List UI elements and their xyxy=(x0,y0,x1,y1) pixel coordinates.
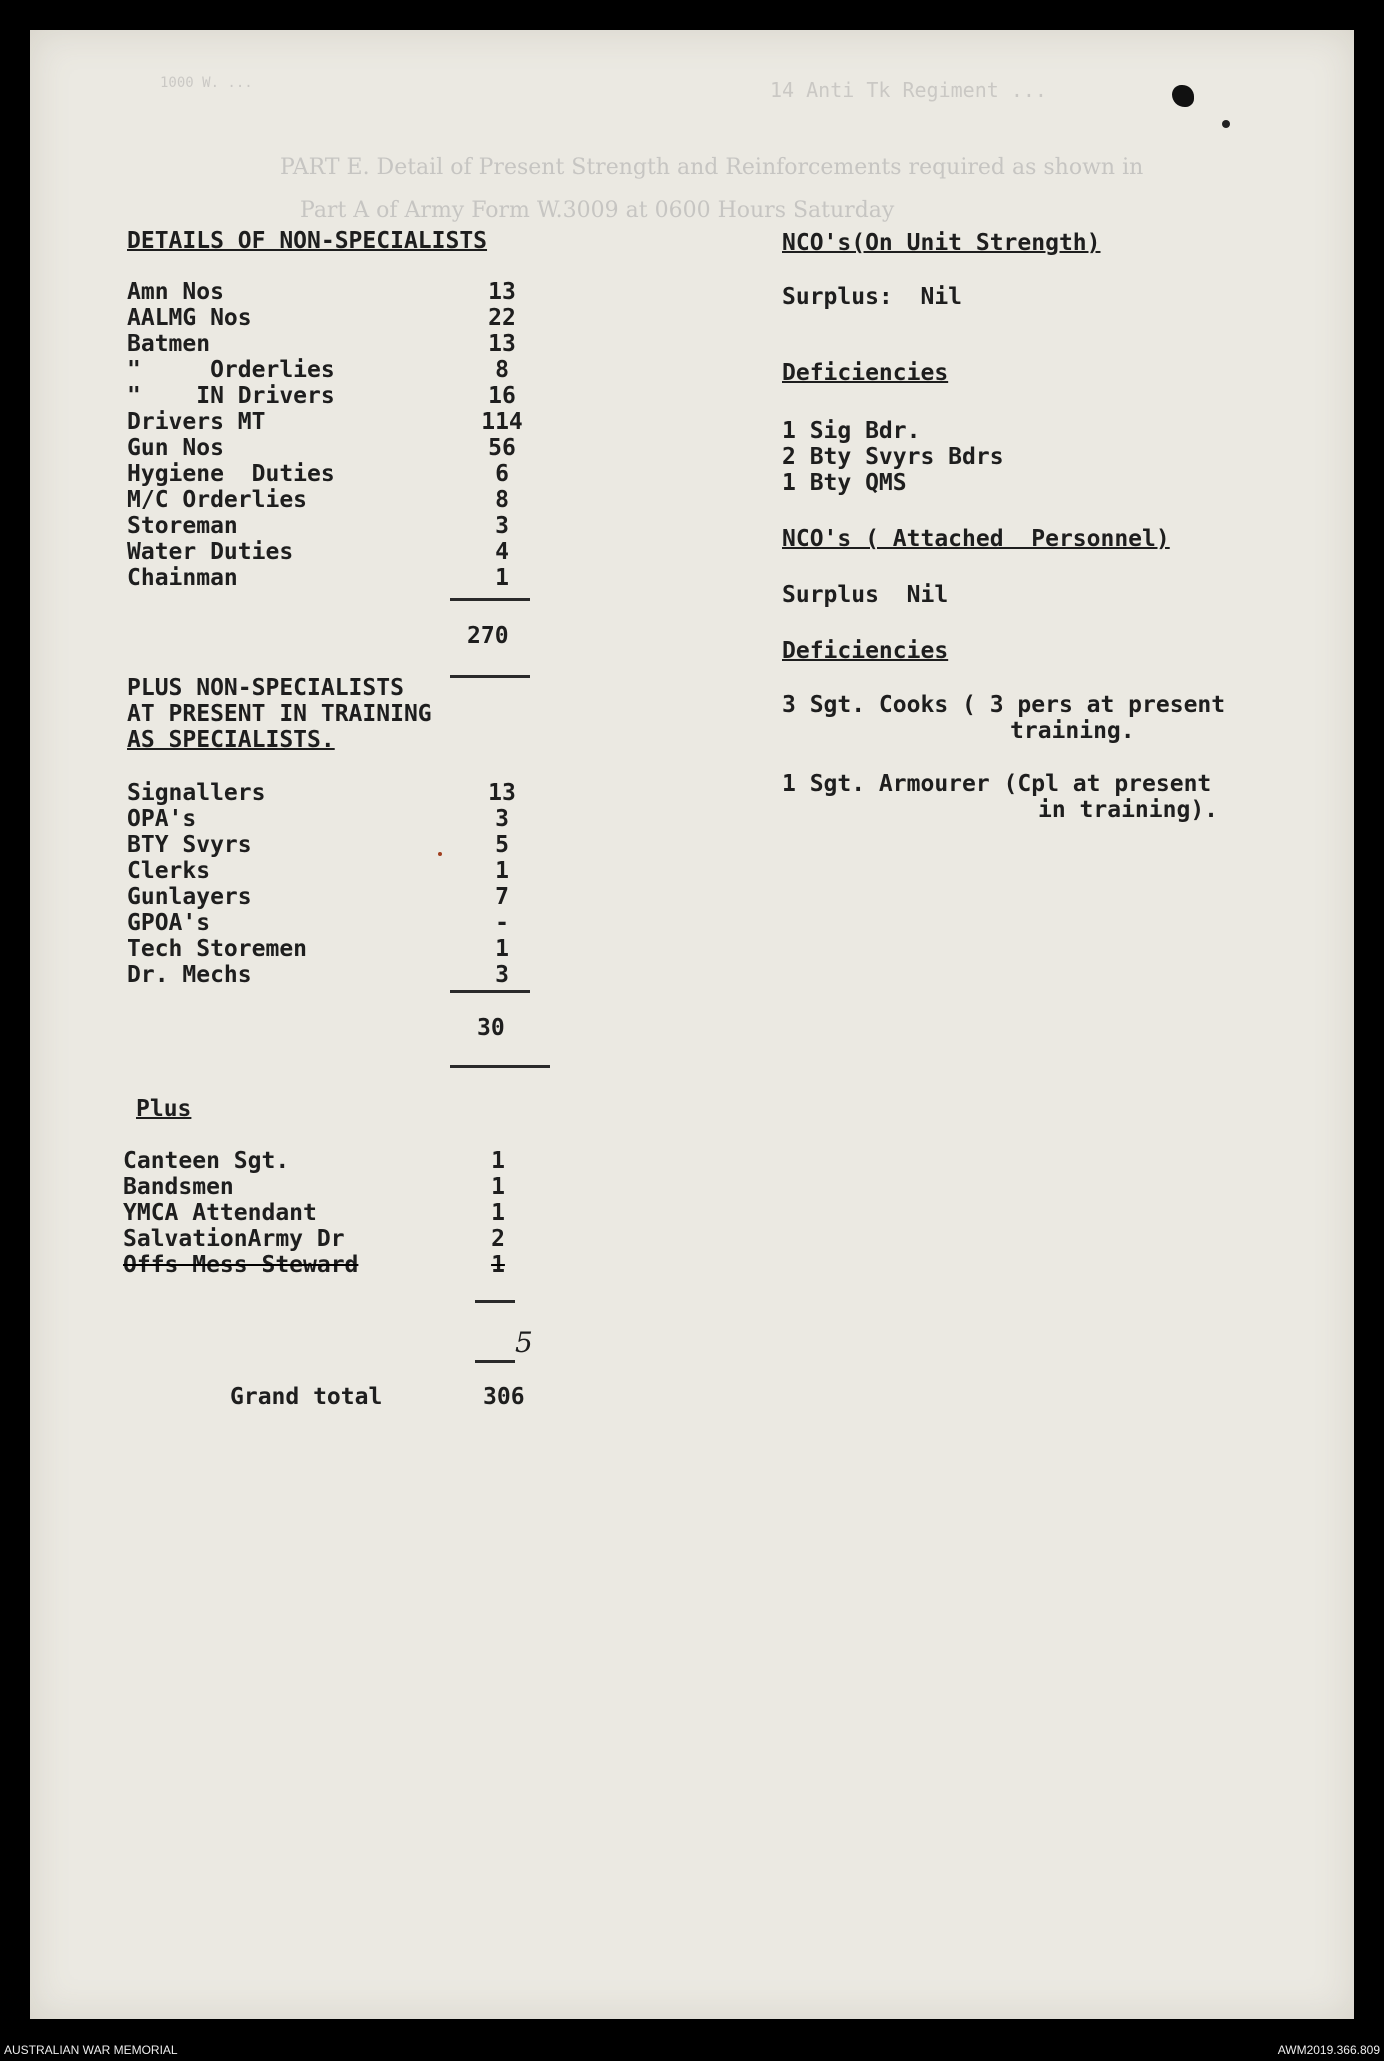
footer-accession: AWM2019.366.809 xyxy=(1277,2043,1380,2057)
subtotal-rule xyxy=(450,990,530,993)
non-specialists-list xyxy=(127,279,532,591)
list-item: Storeman 3 xyxy=(127,513,509,539)
deficiency-cooks-cont: training. xyxy=(1010,718,1135,744)
subtotal-plus: 5 xyxy=(515,1326,533,1359)
specialists-heading-2: AT PRESENT IN TRAINING xyxy=(127,701,432,727)
list-item: AALMG Nos 22 xyxy=(127,305,516,331)
list-item: SalvationArmy Dr 2 xyxy=(123,1226,505,1252)
ghost-header-sub: Part A of Army Form W.3009 at 0600 Hours Saturday xyxy=(300,198,895,223)
specialists-heading-3: AS SPECIALISTS. xyxy=(127,727,335,753)
list-item: OPA's 3 xyxy=(127,806,509,832)
list-item: Hygiene Duties 6 xyxy=(127,461,509,487)
deficiencies-unit-heading: Deficiencies xyxy=(782,360,949,386)
surplus-unit-text: Surplus: Nil xyxy=(782,284,963,310)
list-item: M/C Orderlies 8 xyxy=(127,487,509,513)
list-item: Gun Nos 56 xyxy=(127,435,516,461)
deficiency-cooks: 3 Sgt. Cooks ( 3 pers at present xyxy=(782,692,1226,718)
subtotal-rule xyxy=(450,1065,550,1068)
subtotal-rule xyxy=(450,598,530,601)
list-item: Amn Nos 13 xyxy=(127,279,516,305)
list-item: Clerks 1 xyxy=(127,858,509,884)
list-item: Batmen 13 xyxy=(127,331,516,357)
subtotal-rule xyxy=(450,675,530,678)
nco-attached-heading: NCO's ( Attached Personnel) xyxy=(782,526,1170,552)
list-item: Canteen Sgt. 1 xyxy=(123,1148,505,1174)
ink-blot xyxy=(1222,120,1230,128)
list-item: Tech Storemen 1 xyxy=(127,936,509,962)
list-item: YMCA Attendant 1 xyxy=(123,1200,505,1226)
list-item-struck: Offs Mess Steward 1 xyxy=(123,1252,505,1278)
list-item: Drivers MT 114 xyxy=(127,409,523,435)
list-item: Bandsmen 1 xyxy=(123,1174,505,1200)
deficiencies-attached-heading: Deficiencies xyxy=(782,638,949,664)
subtotal-rule xyxy=(475,1300,515,1303)
nco-unit-strength-heading: NCO's(On Unit Strength) xyxy=(782,230,1101,256)
footer-institution: AUSTRALIAN WAR MEMORIAL xyxy=(4,2043,178,2057)
grand-total-value: 306 xyxy=(483,1384,525,1410)
list-item: Chainman 1 xyxy=(127,565,509,591)
surplus-unit xyxy=(782,284,962,310)
non-specialists-heading: DETAILS OF NON-SPECIALISTS xyxy=(127,228,488,254)
deficiency-item: 2 Bty Svyrs Bdrs xyxy=(782,444,1004,470)
deficiency-armourer: 1 Sgt. Armourer (Cpl at present xyxy=(782,771,1212,797)
specialists-list xyxy=(127,780,532,988)
deficiency-armourer-cont: in training). xyxy=(1038,797,1219,823)
subtotal-specialists: 30 xyxy=(477,1015,505,1041)
specialists-heading-1: PLUS NON-SPECIALISTS xyxy=(127,675,404,701)
grand-total-label: Grand total xyxy=(230,1384,383,1410)
ink-blot xyxy=(1172,85,1194,107)
ghost-header-title: PART E. Detail of Present Strength and Reinforcements required as shown in xyxy=(280,155,1144,180)
ghost-top-left-1: 1000 W. ... xyxy=(160,75,253,91)
list-item: " IN Drivers 16 xyxy=(127,383,516,409)
plus-heading: Plus xyxy=(136,1096,192,1122)
list-item: Water Duties 4 xyxy=(127,539,509,565)
list-item: " Orderlies 8 xyxy=(127,357,509,383)
document-page xyxy=(30,30,1354,2019)
ghost-top-left-2: 14 Anti Tk Regiment ... xyxy=(770,78,1047,102)
list-item: GPOA's - xyxy=(127,910,509,936)
list-item: Signallers 13 xyxy=(127,780,516,806)
list-item: Gunlayers 7 xyxy=(127,884,509,910)
list-item: BTY Svyrs 5 xyxy=(127,832,509,858)
deficiency-item: 1 Bty QMS xyxy=(782,470,907,496)
subtotal-non-specialists: 270 xyxy=(467,623,509,649)
deficiency-item: 1 Sig Bdr. xyxy=(782,418,921,444)
list-item: Dr. Mechs 3 xyxy=(127,962,509,988)
surplus-attached: Surplus Nil xyxy=(782,582,949,608)
plus-list xyxy=(123,1148,528,1278)
subtotal-rule xyxy=(475,1360,515,1363)
